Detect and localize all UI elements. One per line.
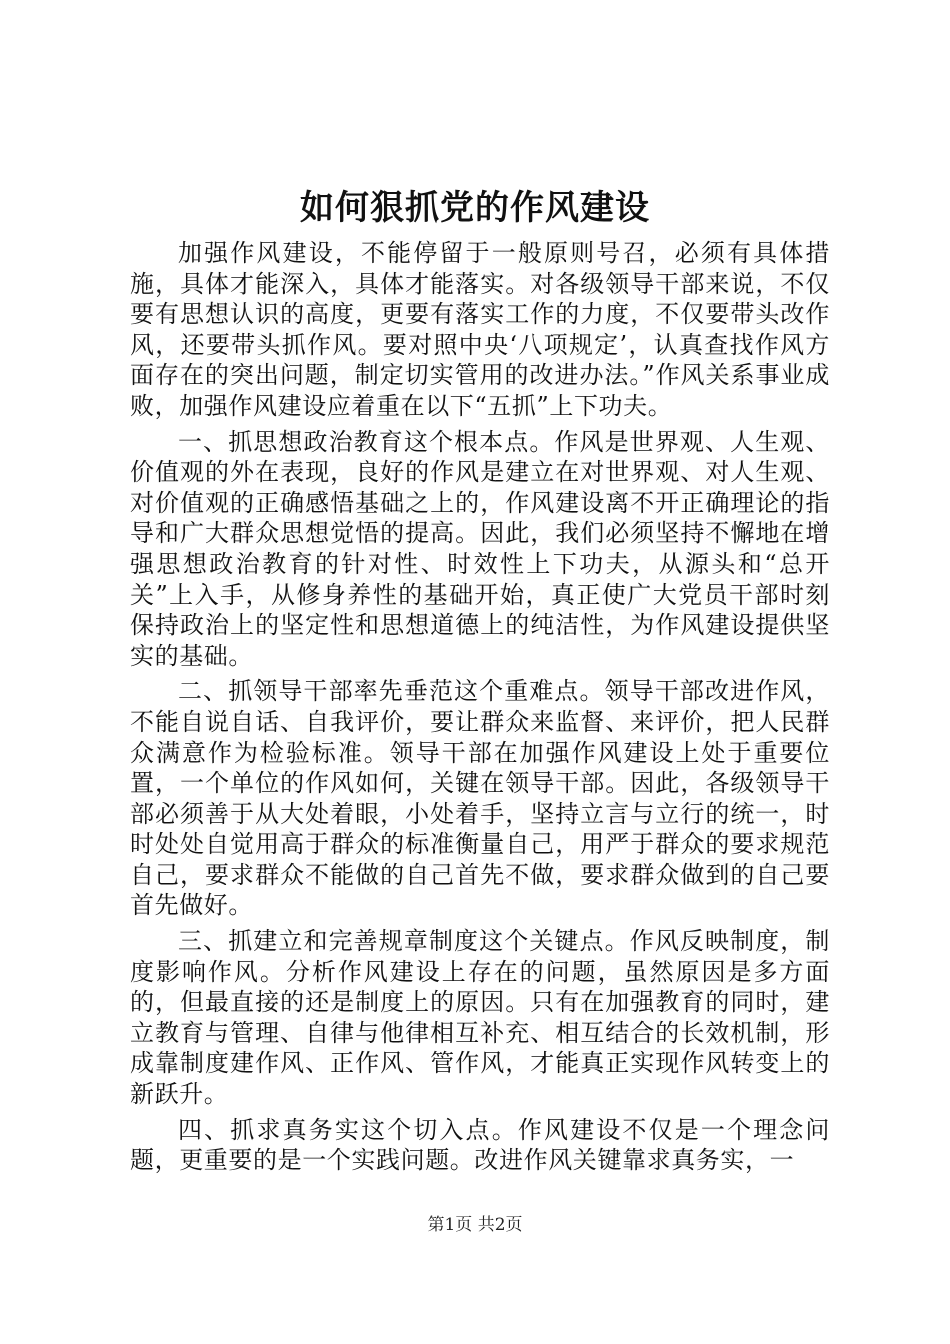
paragraph-point-2: 二、抓领导干部率先垂范这个重难点。领导干部改进作风，不能自说自话、自我评价，要让群众来监督、来评价，把人民群众满意作为检验标准。领导干部在加强作风建设上处于重要位置，一个单位的作风如何，关键在领导干部。因此，各级领导干部必须善于从大处着眼，小处着手，坚持立言与立行的统一，时时处处自觉用高于群众的标准衡量自己，用严于群众的要求规范自己，要求群众不能做的自己首先不做，要求群众做到的自己要首先做好。 <box>130 677 830 920</box>
paragraph-intro: 加强作风建设，不能停留于一般原则号召，必须有具体措施，具体才能深入，具体才能落实。对各级领导干部来说，不仅要有思想认识的高度，更要有落实工作的力度，不仅要带头改作风，还要带头抓作风。要对照中央‘八项规定’，认真查找作风方面存在的突出问题，制定切实管用的改进办法。”作风关系事业成败，加强作风建设应着重在以下“五抓”上下功夫。 <box>130 239 830 420</box>
paragraph-point-4: 四、抓求真务实这个切入点。作风建设不仅是一个理念问题，更重要的是一个实践问题。改进作风关键靠求真务实，一 <box>130 1115 830 1175</box>
document-title: 如何狠抓党的作风建设 <box>300 188 650 228</box>
paragraph-point-1: 一、抓思想政治教育这个根本点。作风是世界观、人生观、价值观的外在表现，良好的作风是建立在对世界观、对人生观、对价值观的正确感悟基础之上的，作风建设离不开正确理论的指导和广大群众思想觉悟的提高。因此，我们必须坚持不懈地在增强思想政治教育的针对性、时效性上下功夫，从源头和“总开关”上入手，从修身养性的基础开始，真正使广大党员干部时刻保持政治上的坚定性和思想道德上的纯洁性，为作风建设提供坚实的基础。 <box>130 427 830 670</box>
paragraph-point-3: 三、抓建立和完善规章制度这个关键点。作风反映制度，制度影响作风。分析作风建设上存在的问题，虽然原因是多方面的，但最直接的还是制度上的原因。只有在加强教育的同时，建立教育与管理、自律与他律相互补充、相互结合的长效机制，形成靠制度建作风、正作风、管作风，才能真正实现作风转变上的新跃升。 <box>130 927 830 1109</box>
document-body <box>130 238 830 1181</box>
page-number-footer: 第1页 共2页 <box>427 1215 523 1235</box>
